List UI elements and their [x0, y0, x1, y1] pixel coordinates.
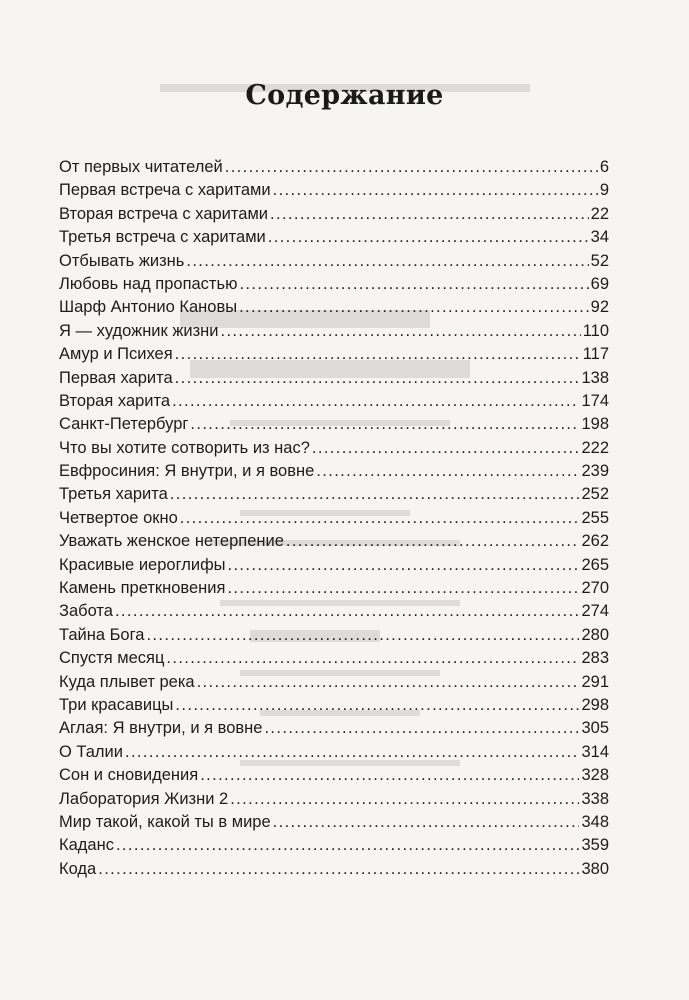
toc-entry-page-number: 52: [590, 251, 609, 270]
toc-entry-page-number: 110: [582, 321, 609, 340]
toc-entry-title: Мир такой, какой ты в мире: [59, 812, 271, 831]
dot-leader: [239, 273, 588, 296]
dot-leader: [125, 741, 579, 764]
dot-leader: [175, 343, 581, 366]
toc-entry: [59, 296, 609, 319]
toc-entry-page-number: 338: [581, 789, 609, 808]
toc-entry-title: Санкт-Петербург: [59, 415, 189, 434]
dot-leader: [220, 320, 580, 343]
dot-leader: [286, 530, 580, 553]
toc-entry: [59, 741, 609, 764]
toc-entry-title: Вторая харита: [59, 391, 171, 410]
toc-entry: [59, 413, 609, 436]
dot-leader: [116, 834, 580, 857]
toc-entry: [59, 460, 609, 483]
toc-entry: [59, 343, 609, 366]
toc-entry-page-number: 255: [581, 508, 609, 527]
toc-entry-page-number: 298: [581, 695, 609, 714]
dot-leader: [225, 156, 598, 179]
dot-leader: [166, 647, 579, 670]
toc-entry-page-number: 92: [590, 298, 609, 317]
toc-entry: [59, 483, 609, 506]
toc-entry-page-number: 9: [599, 181, 609, 200]
toc-entry-title: Кода: [59, 859, 97, 878]
toc-entry: [59, 530, 609, 553]
toc-entry-title: Шарф Антонио Кановы: [59, 298, 238, 317]
toc-entry-title: Я — художник жизни: [59, 321, 219, 340]
toc-entry: [59, 203, 609, 226]
dot-leader: [170, 483, 580, 506]
toc-entry: [59, 390, 609, 413]
toc-entry-title: Четвертое окно: [59, 508, 178, 527]
dot-leader: [228, 554, 580, 577]
toc-entry-page-number: 265: [581, 555, 609, 574]
toc-entry-title: Любовь над пропастью: [59, 274, 238, 293]
toc-entry: [59, 507, 609, 530]
dot-leader: [200, 764, 579, 787]
dot-leader: [268, 226, 589, 249]
toc-entry-page-number: 270: [581, 579, 609, 598]
toc-entry-page-number: 34: [590, 228, 609, 247]
toc-entry-page-number: 305: [581, 719, 609, 738]
toc-entry: [59, 624, 609, 647]
toc-entry-title: Евфросиния: Я внутри, и я вовне: [59, 462, 315, 481]
dot-leader: [197, 671, 580, 694]
toc-entry-title: Первая встреча с харитами: [59, 181, 271, 200]
toc-entry-page-number: 280: [581, 625, 609, 644]
toc-entry-page-number: 239: [581, 462, 609, 481]
toc-entry: [59, 367, 609, 390]
dot-leader: [239, 296, 589, 319]
toc-entry-title: Спустя месяц: [59, 649, 165, 668]
toc-entry-page-number: 283: [581, 649, 609, 668]
dot-leader: [270, 203, 589, 226]
toc-entry: [59, 156, 609, 179]
toc-entry-page-number: 69: [590, 274, 609, 293]
toc-entry-title: Каданс: [59, 836, 114, 855]
toc-entry-title: Вторая встреча с харитами: [59, 204, 269, 223]
toc-entry-title: Амур и Психея: [59, 345, 173, 364]
toc-entry: [59, 226, 609, 249]
dot-leader: [98, 858, 579, 881]
toc-entry-title: Аглая: Я внутри, и я вовне: [59, 719, 263, 738]
toc-entry: [59, 250, 609, 273]
toc-entry-title: Тайна Бога: [59, 625, 145, 644]
toc-entry-title: Лаборатория Жизни 2: [59, 789, 229, 808]
dot-leader: [115, 600, 580, 623]
toc-entry: [59, 671, 609, 694]
dot-leader: [146, 624, 579, 647]
toc-entry-title: Третья харита: [59, 485, 168, 504]
toc-entry-page-number: 262: [581, 532, 609, 551]
toc-entry: [59, 811, 609, 834]
toc-entry-title: Третья встреча с харитами: [59, 228, 266, 247]
toc-entry-title: Первая харита: [59, 368, 173, 387]
toc-entry: [59, 834, 609, 857]
dot-leader: [180, 507, 580, 530]
dot-leader: [227, 577, 579, 600]
toc-entry-title: Отбывать жизнь: [59, 251, 185, 270]
toc-entry-title: Камень преткновения: [59, 579, 226, 598]
toc-entry: [59, 273, 609, 296]
toc-entry: [59, 858, 609, 881]
toc-entry-page-number: 22: [590, 204, 609, 223]
toc-entry-title: О Талии: [59, 742, 123, 761]
toc-entry: [59, 179, 609, 202]
toc-entry: [59, 577, 609, 600]
toc-entry: [59, 320, 609, 343]
toc-entry-title: От первых читателей: [59, 158, 223, 176]
toc-entry: [59, 600, 609, 623]
toc-entry-title: Красивые иероглифы: [59, 555, 226, 574]
toc-entry-page-number: 359: [581, 836, 609, 855]
toc-entry-page-number: 328: [581, 766, 609, 785]
toc-entry-page-number: 174: [581, 391, 609, 410]
toc-entry-page-number: 252: [581, 485, 609, 504]
toc-entry: [59, 717, 609, 740]
toc-entry-title: Уважать женское нетерпение: [59, 532, 284, 551]
toc-entry-page-number: 198: [581, 415, 609, 434]
toc-entry-title: Что вы хотите сотворить из нас?: [59, 438, 310, 457]
toc-entry-page-number: 222: [581, 438, 609, 457]
toc-entry-page-number: 274: [581, 602, 609, 621]
toc-entry-page-number: 138: [581, 368, 609, 387]
dot-leader: [273, 179, 598, 202]
page-title: Содержание: [245, 80, 444, 111]
toc-entry-title: Забота: [59, 602, 113, 621]
toc-entry-page-number: 380: [581, 859, 609, 878]
dot-leader: [190, 413, 579, 436]
dot-leader: [316, 460, 579, 483]
dot-leader: [273, 811, 580, 834]
toc-entry-page-number: 117: [582, 345, 609, 364]
dot-leader: [264, 717, 579, 740]
toc-entry: [59, 694, 609, 717]
toc-entry-page-number: 348: [581, 812, 609, 831]
dot-leader: [172, 390, 579, 413]
dot-leader: [175, 694, 579, 717]
dot-leader: [186, 250, 588, 273]
toc-entry-title: Три красавицы: [59, 695, 174, 714]
toc-entry: [59, 554, 609, 577]
dot-leader: [175, 367, 580, 390]
dot-leader: [312, 437, 580, 460]
toc-entry-page-number: 6: [599, 158, 609, 176]
toc-entry: [59, 437, 609, 460]
dot-leader: [230, 788, 579, 811]
toc-entry-title: Сон и сновидения: [59, 766, 199, 785]
toc-entry: [59, 788, 609, 811]
toc-entry: [59, 647, 609, 670]
table-of-contents: [59, 156, 609, 881]
toc-entry-page-number: 291: [581, 672, 609, 691]
toc-entry-title: Куда плывет река: [59, 672, 195, 691]
toc-entry-page-number: 314: [581, 742, 609, 761]
toc-entry: [59, 764, 609, 787]
